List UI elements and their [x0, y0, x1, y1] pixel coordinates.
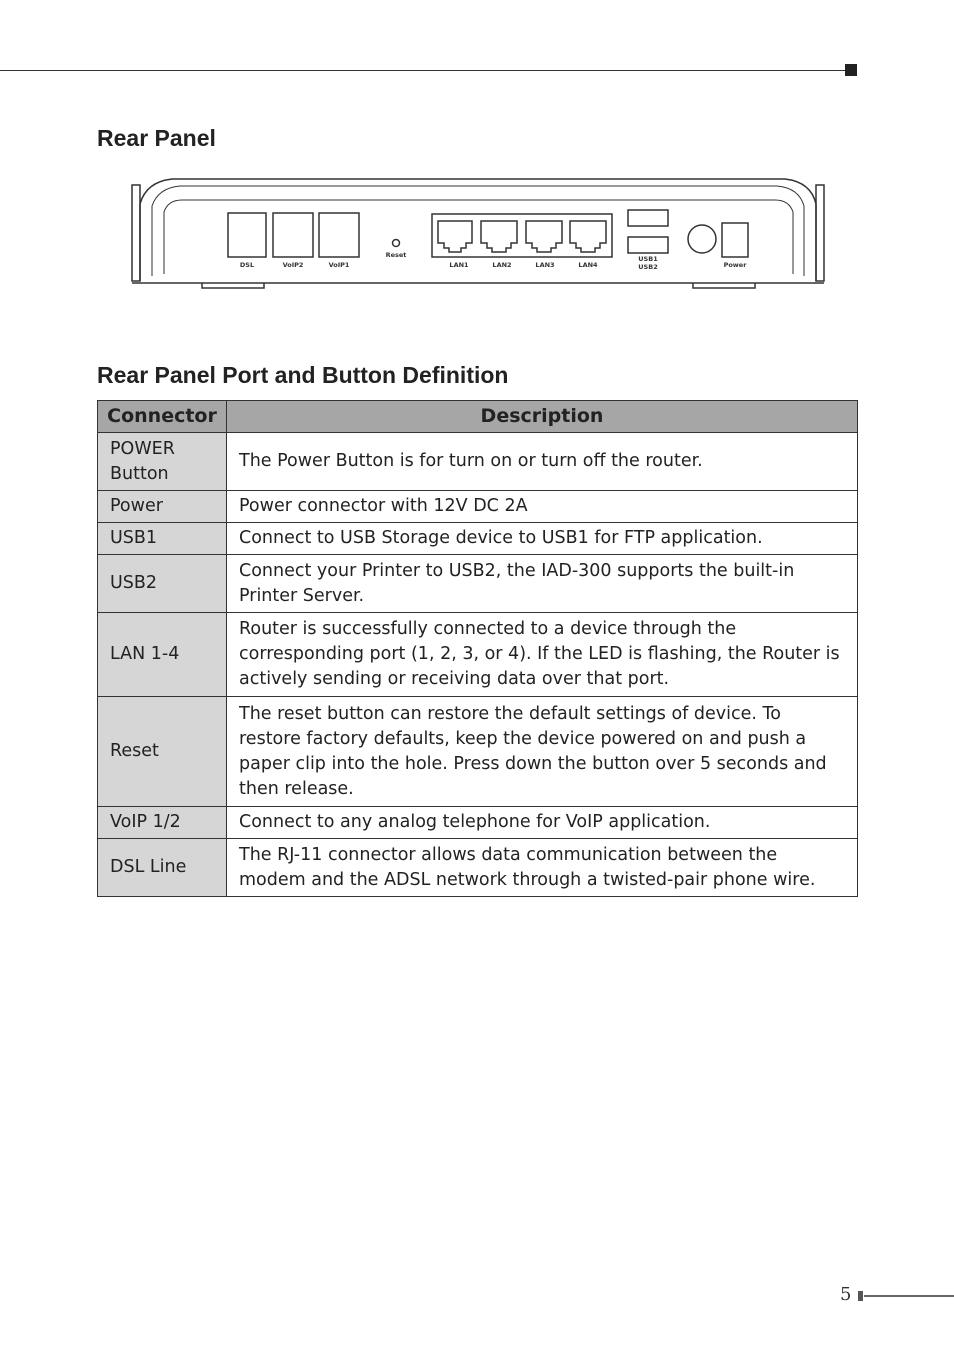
table-row: [98, 491, 858, 523]
lan1-port: [438, 221, 472, 252]
label-usb1: USB1: [638, 255, 658, 263]
table-row: [98, 555, 858, 613]
table-header-row: [98, 401, 858, 433]
description-cell: The reset button can restore the default settings of device. To restore factory defaults, keep the device powered on and push a paper clip into the hole. Press down the button over 5 seconds and then release.: [227, 697, 858, 807]
table-row: [98, 839, 858, 897]
voip2-port: [273, 213, 313, 257]
table-row: [98, 697, 858, 807]
right-antenna: [816, 185, 824, 281]
connector-cell: USB1: [98, 523, 227, 555]
description-cell: The Power Button is for turn on or turn off the router.: [227, 433, 858, 491]
rear-panel-diagram: [130, 176, 827, 292]
table-row: [98, 613, 858, 697]
label-lan1: LAN1: [449, 261, 469, 269]
connector-cell: USB2: [98, 555, 227, 613]
port-definition-table: [97, 400, 858, 897]
description-cell: Router is successfully connected to a device through the corresponding port (1, 2, 3, or 4). If the LED is flashing, the Router is actively sending or receiving data over that port.: [227, 613, 858, 697]
label-lan3: LAN3: [535, 261, 555, 269]
description-cell: The RJ-11 connector allows data communication between the modem and the ADSL network through a twisted-pair phone wire.: [227, 839, 858, 897]
description-cell: Power connector with 12V DC 2A: [227, 491, 858, 523]
header-square-marker: [845, 64, 857, 76]
label-usb2: USB2: [638, 263, 658, 271]
footer-rule: [864, 1295, 954, 1297]
connector-cell: VoIP 1/2: [98, 807, 227, 839]
lan4-port: [570, 221, 606, 252]
table-row: [98, 433, 858, 491]
label-lan2: LAN2: [492, 261, 512, 269]
usb2-port: [628, 237, 668, 253]
connector-cell: Power: [98, 491, 227, 523]
power-button: [688, 225, 716, 253]
label-voip1: VoIP1: [328, 261, 350, 269]
connector-cell: POWER Button: [98, 433, 227, 491]
header-rule: [0, 70, 846, 71]
reset-hole: [393, 240, 400, 247]
label-dsl: DSL: [239, 261, 255, 269]
description-cell: Connect your Printer to USB2, the IAD-300 supports the built-in Printer Server.: [227, 555, 858, 613]
header-connector: Connector: [98, 401, 227, 433]
description-cell: Connect to any analog telephone for VoIP application.: [227, 807, 858, 839]
lan2-port: [481, 221, 517, 252]
left-antenna: [132, 185, 140, 281]
header-description: Description: [227, 401, 858, 433]
connector-cell: LAN 1-4: [98, 613, 227, 697]
table-row: [98, 523, 858, 555]
label-reset: Reset: [385, 251, 407, 259]
definition-heading: Rear Panel Port and Button Definition: [97, 362, 509, 388]
connector-cell: DSL Line: [98, 839, 227, 897]
footer-marker: [858, 1291, 863, 1301]
description-cell: Connect to USB Storage device to USB1 for FTP application.: [227, 523, 858, 555]
rear-panel-heading: Rear Panel: [97, 125, 216, 151]
label-power: Power: [723, 261, 747, 269]
lan3-port: [526, 221, 562, 252]
dsl-port: [228, 213, 266, 257]
connector-cell: Reset: [98, 697, 227, 807]
label-lan4: LAN4: [578, 261, 598, 269]
voip1-port: [319, 213, 359, 257]
page-number: 5: [840, 1284, 852, 1305]
table-row: [98, 807, 858, 839]
usb1-port: [628, 210, 668, 226]
power-jack: [722, 223, 748, 257]
label-voip2: VoIP2: [282, 261, 304, 269]
